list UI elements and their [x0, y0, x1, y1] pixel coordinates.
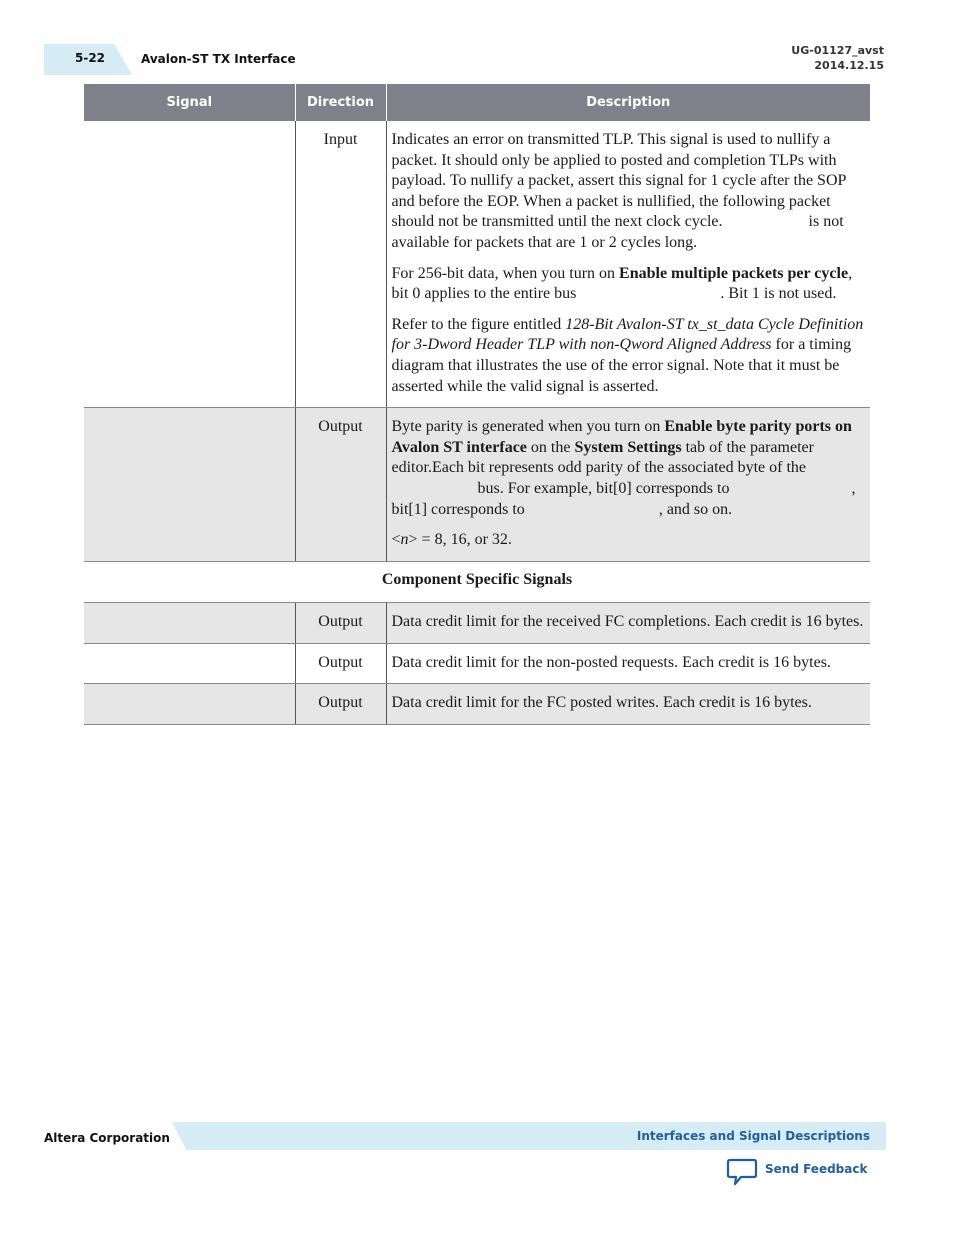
- description-paragraph: Indicates an error on transmitted TLP. This signal is used to nullify a packet. It should only be applied to posted and completion TLPs with payload. To nullify a packet, assert this signal for 1 cycle after the SOP and before the EOP. When a packet is nullified, the following packet should not be transmitted until the next clock cycle. is not available for packets that are 1 or 2 cycles long.: [391, 131, 846, 251]
- speech-bubble-icon: [726, 1158, 758, 1186]
- description-paragraph: For 256-bit data, when you turn on Enable multiple packets per cycle, bit 0 applies to the entire bus . Bit 1 is not used.: [391, 264, 853, 303]
- signal-cell: [84, 643, 295, 684]
- column-header-direction: Direction: [295, 84, 386, 121]
- chapter-title-link[interactable]: Interfaces and Signal Descriptions: [636, 1129, 870, 1143]
- description-cell: [386, 408, 870, 562]
- description-cell: Data credit limit for the received FC completions. Each credit is 16 bytes.: [386, 603, 870, 644]
- doc-date: 2014.12.15: [814, 59, 884, 72]
- direction-cell: Input: [295, 121, 386, 408]
- send-feedback-label[interactable]: Send Feedback: [765, 1162, 868, 1176]
- page-number: 5-22: [75, 51, 106, 65]
- signal-cell: [84, 121, 295, 408]
- description-cell: [386, 121, 870, 408]
- table-row: [84, 121, 870, 408]
- description-paragraph: Refer to the figure entitled 128-Bit Avalon-ST tx_st_data Cycle Definition for 3-Dword Header TLP with non-Qword Aligned Address for a timing diagram that illustrates the use of the error signal. Note that it must be asserted while the valid signal is asserted.: [391, 315, 864, 395]
- signal-table: [84, 84, 870, 725]
- signal-cell: [84, 408, 295, 562]
- table-row: [84, 408, 870, 562]
- document-id: [791, 43, 884, 73]
- section-row: [84, 561, 870, 603]
- section-title: Avalon-ST TX Interface: [141, 52, 296, 66]
- direction-cell: Output: [295, 684, 386, 725]
- description-cell: Data credit limit for the FC posted writes. Each credit is 16 bytes.: [386, 684, 870, 725]
- description-paragraph: Byte parity is generated when you turn on Enable byte parity ports on Avalon ST interface on the System Settings tab of the parameter editor.Each bit represents odd parity of the associated byte of the bus. For example, bit[0] corresponds to , bit[1] corresponds to , and so on.: [391, 418, 856, 518]
- table-row: [84, 684, 870, 725]
- company-name: Altera Corporation: [44, 1131, 170, 1145]
- table-row: [84, 643, 870, 684]
- direction-cell: Output: [295, 603, 386, 644]
- table-header-row: [84, 84, 870, 121]
- description-cell: Data credit limit for the non-posted requests. Each credit is 16 bytes.: [386, 643, 870, 684]
- description-paragraph: <n> = 8, 16, or 32.: [391, 531, 512, 549]
- doc-id: UG-01127_avst: [791, 44, 884, 57]
- direction-cell: Output: [295, 408, 386, 562]
- direction-cell: Output: [295, 643, 386, 684]
- section-label: Component Specific Signals: [84, 561, 870, 603]
- signal-cell: [84, 684, 295, 725]
- column-header-description: Description: [386, 84, 870, 121]
- signal-cell: [84, 603, 295, 644]
- table-row: [84, 603, 870, 644]
- column-header-signal: Signal: [84, 84, 295, 121]
